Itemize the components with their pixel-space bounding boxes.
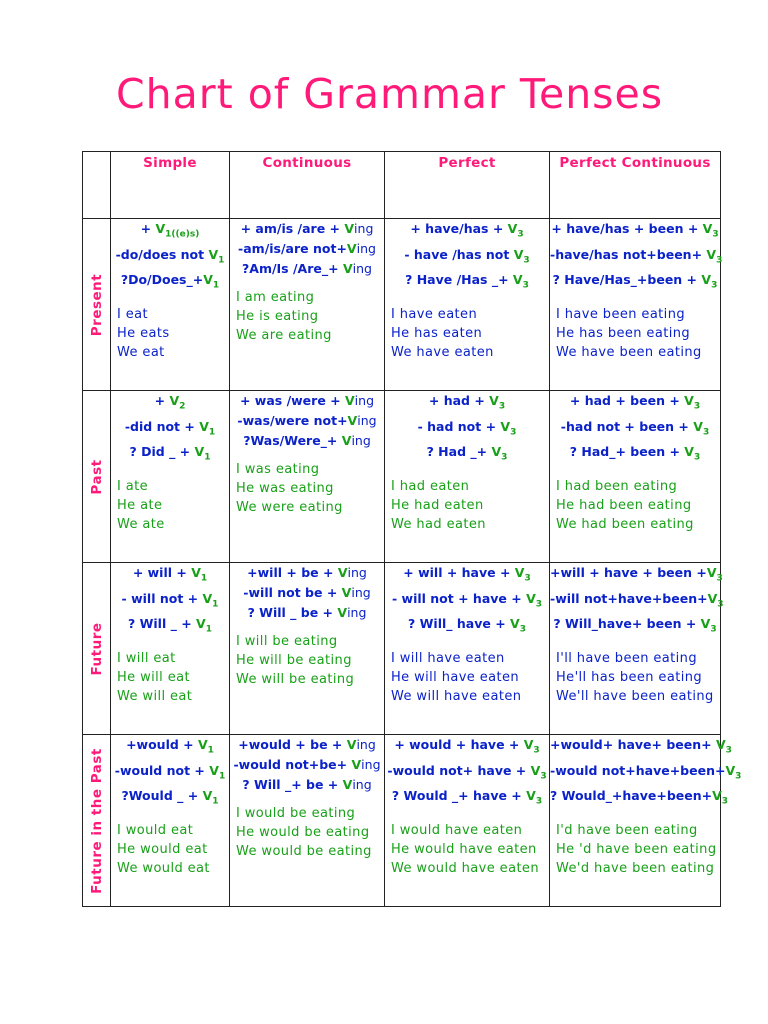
formula-line: -will not be + Ving (243, 585, 371, 600)
example-sentence: I would have eaten (391, 822, 523, 838)
formula-line: - have /has not $V_3$ (404, 246, 530, 265)
example-block (230, 804, 384, 861)
tense-cell (111, 735, 230, 907)
tense-row (83, 391, 721, 563)
formula-block (230, 735, 384, 795)
formula-line: + $V_2$ (154, 393, 186, 412)
row-header: Future (88, 621, 105, 676)
tense-row (83, 219, 721, 391)
formula-line: ?Am/Is /Are_+ Ving (242, 261, 372, 276)
formula-block (111, 563, 229, 640)
formula-line: +would + be + Ving (238, 737, 376, 752)
example-sentence: I'd have been eating (556, 822, 698, 838)
example-sentence: We'd have been eating (556, 860, 715, 876)
example-sentence: I had eaten (391, 478, 470, 494)
formula-block (111, 219, 229, 296)
formula-block (111, 735, 229, 812)
formula-block (230, 219, 384, 279)
formula-line: $?Do/Does\_+V_1$ (120, 272, 220, 291)
example-block (230, 460, 384, 517)
example-sentence: We would be eating (236, 844, 372, 859)
example-block (111, 649, 229, 706)
formula-block (230, 563, 384, 623)
example-block (550, 305, 720, 362)
example-sentence: I would eat (117, 822, 194, 838)
example-sentence: He eats (117, 325, 170, 341)
example-sentence: We have been eating (556, 344, 702, 360)
tense-cell (111, 219, 230, 391)
example-block (550, 477, 720, 534)
formula-line: -had not + been + $V_3$ (560, 418, 710, 437)
example-sentence: I eat (117, 306, 149, 322)
formula-line: ? Had_+ been + $V_3$ (569, 444, 701, 463)
example-sentence: I am eating (236, 290, 315, 305)
tense-cell (111, 391, 230, 563)
example-sentence: He was eating (236, 481, 334, 496)
formula-block (385, 391, 549, 468)
tense-cell (385, 735, 550, 907)
formula-line: -have/has not+been+ $V_3$ (550, 246, 723, 265)
example-sentence: He ate (117, 497, 163, 513)
example-sentence: He would be eating (236, 825, 370, 840)
example-sentence: I will have eaten (391, 650, 505, 666)
formula-block (550, 563, 724, 640)
column-header-cell (385, 152, 550, 219)
formula-line: +would + $V_1$ (126, 737, 214, 756)
formula-line: -was/were not+Ving (237, 413, 377, 428)
example-sentence: I have been eating (556, 306, 685, 322)
formula-line: -will $not+have+been+V_3$ (550, 590, 724, 609)
example-sentence: He'll has been eating (556, 669, 702, 685)
example-sentence: We would have eaten (391, 860, 539, 876)
example-sentence: He will be eating (236, 653, 352, 668)
example-sentence: I will be eating (236, 634, 338, 649)
formula-line: ? $Would\_+have+been+V_3$ (550, 788, 729, 807)
tense-cell (385, 563, 550, 735)
header-row (83, 152, 721, 219)
example-block (230, 288, 384, 345)
example-sentence: We have eaten (391, 344, 494, 360)
formula-line: +will + be + Ving (247, 565, 367, 580)
formula-line: + had + $V_3$ (428, 393, 506, 412)
formula-line: -would not+ have + $V_3$ (387, 762, 547, 781)
example-block (385, 477, 549, 534)
example-block (550, 821, 720, 878)
row-header-cell (83, 391, 111, 563)
formula-line: ? Have /Has _+ $V_3$ (405, 272, 529, 291)
formula-line: +would+ have+ been+ $V_3$ (550, 737, 732, 756)
row-header-cell (83, 219, 111, 391)
example-sentence: He will have eaten (391, 669, 520, 685)
formula-line: +will + have + been $+V_3$ (550, 565, 723, 584)
example-sentence: I was eating (236, 462, 320, 477)
example-sentence: I will eat (117, 650, 176, 666)
formula-block (550, 391, 720, 468)
formula-line: -did not + $V_1$ (124, 418, 216, 437)
tense-row (83, 735, 721, 907)
column-header: Perfect (438, 155, 496, 171)
formula-block (550, 735, 742, 812)
column-header-cell (550, 152, 721, 219)
formula-line: + am/is /are + Ving (240, 221, 374, 236)
example-sentence: We are eating (236, 328, 332, 343)
formula-block (230, 391, 384, 451)
tense-cell (385, 391, 550, 563)
formula-line: ? Did _ + $V_1$ (129, 444, 211, 463)
formula-line: ? Have/Has_+been + $V_3$ (552, 272, 718, 291)
tense-cell (385, 219, 550, 391)
formula-line: ?Was/Were_+ Ving (243, 433, 371, 448)
example-sentence: We will be eating (236, 672, 355, 687)
formula-line: + was /were + Ving (239, 393, 375, 408)
example-sentence: He is eating (236, 309, 319, 324)
example-sentence: We were eating (236, 500, 343, 515)
row-header: Present (88, 273, 105, 336)
example-sentence: I would be eating (236, 806, 356, 821)
formula-line: -am/is/are not+Ving (238, 241, 376, 256)
example-sentence: I ate (117, 478, 149, 494)
example-block (385, 821, 549, 878)
example-block (550, 649, 720, 706)
row-header: Future in the Past (88, 747, 105, 894)
column-header: Perfect Continuous (559, 155, 711, 171)
tense-cell (230, 563, 385, 735)
formula-line: + will + $V_1$ (132, 565, 208, 584)
formula-line: + $V_{1((e)s)}$ (140, 221, 200, 240)
example-sentence: We will eat (117, 688, 193, 704)
example-sentence: He will eat (117, 669, 190, 685)
tense-cell (550, 391, 721, 563)
page-title: Chart of Grammar Tenses (116, 70, 664, 118)
example-block (385, 649, 549, 706)
column-header: Simple (143, 155, 197, 171)
example-sentence: He would eat (117, 841, 208, 857)
formula-line: + will + have + $V_3$ (403, 565, 531, 584)
tense-cell (111, 563, 230, 735)
example-sentence: We had been eating (556, 516, 694, 532)
example-sentence: We'll have been eating (556, 688, 714, 704)
formula-line: ?Would _ + $V_1$ (121, 788, 219, 807)
tenses-table (82, 151, 742, 907)
formula-line: + have/has + $V_3$ (410, 221, 524, 240)
example-sentence: We will have eaten (391, 688, 522, 704)
row-header-cell (83, 735, 111, 907)
column-header-cell (230, 152, 385, 219)
row-header: Past (88, 458, 105, 495)
tense-cell (230, 391, 385, 563)
formula-block (385, 735, 549, 812)
formula-line: ? Will _ be + Ving (247, 605, 367, 620)
column-header-cell (111, 152, 230, 219)
example-sentence: I had been eating (556, 478, 678, 494)
example-sentence: He 'd have been eating (556, 841, 717, 857)
example-block (385, 305, 549, 362)
example-sentence: He has been eating (556, 325, 691, 341)
tense-cell (550, 219, 721, 391)
example-block (111, 821, 229, 878)
formula-block (111, 391, 229, 468)
formula-line: -would $not+have+been+V_3$ (550, 762, 742, 781)
example-sentence: He had eaten (391, 497, 484, 513)
example-sentence: I have eaten (391, 306, 478, 322)
formula-line: - will not + have + $V_3$ (391, 590, 543, 609)
example-sentence: We had eaten (391, 516, 486, 532)
example-block (111, 305, 229, 362)
formula-block (385, 219, 549, 296)
formula-line: ? Would _+ have + $V_3$ (391, 788, 543, 807)
example-sentence: We would eat (117, 860, 210, 876)
formula-line: ? Will _ + $V_1$ (128, 616, 212, 635)
row-header-cell (83, 563, 111, 735)
tense-cell (550, 735, 742, 907)
tense-cell (550, 563, 724, 735)
example-sentence: He would have eaten (391, 841, 537, 857)
formula-line: -would not + $V_1$ (114, 762, 226, 781)
formula-block (385, 563, 549, 640)
example-sentence: We ate (117, 516, 165, 532)
formula-line: ? Will_have+ been + $V_3$ (553, 616, 717, 635)
formula-line: ? Had _+ $V_3$ (426, 444, 508, 463)
formula-block (550, 219, 723, 296)
example-sentence: I'll have been eating (556, 650, 697, 666)
example-sentence: We eat (117, 344, 165, 360)
example-block (230, 632, 384, 689)
formula-line: -do/does not $V_1$ (115, 246, 225, 265)
example-sentence: He had been eating (556, 497, 692, 513)
formula-line: -would not+be+ Ving (233, 757, 381, 772)
formula-line: + would + have + $V_3$ (394, 737, 540, 756)
formula-line: ? Will _+ be + Ving (242, 777, 372, 792)
formula-line: + had + been + $V_3$ (569, 393, 701, 412)
formula-line: - had not + $V_3$ (417, 418, 517, 437)
formula-line: - will not + $V_1$ (121, 590, 219, 609)
example-block (111, 477, 229, 534)
example-sentence: He has eaten (391, 325, 483, 341)
formula-line: ? Will_ have + $V_3$ (408, 616, 526, 635)
formula-line: + have/has + been + $V_3$ (551, 221, 719, 240)
corner-cell (83, 152, 111, 219)
tense-cell (230, 735, 385, 907)
tense-cell (230, 219, 385, 391)
tense-row (83, 563, 721, 735)
column-header: Continuous (262, 155, 352, 171)
